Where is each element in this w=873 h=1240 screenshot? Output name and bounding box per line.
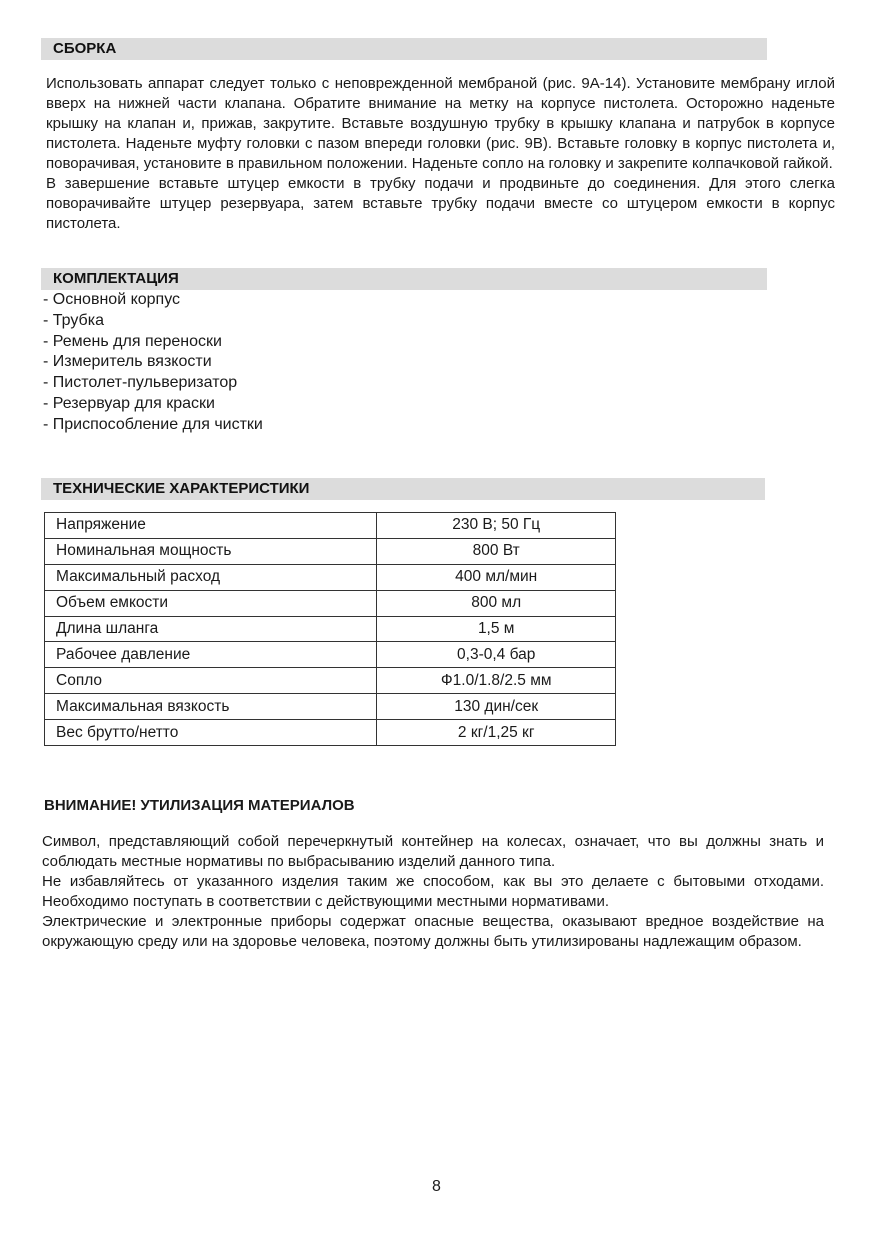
list-item: - Резервуар для краски bbox=[43, 394, 215, 412]
list-item: - Измеритель вязкости bbox=[43, 353, 212, 371]
spec-label: Напряжение bbox=[45, 513, 377, 539]
spec-label: Рабочее давление bbox=[45, 642, 377, 668]
spec-label: Номинальная мощность bbox=[45, 538, 377, 564]
assembly-paragraph: В завершение вставьте штуцер емкости в трубку подачи и продвиньте до соединения. Для этого слегка поворачивайте штуцер резервуара, затем вставьте трубку подачи вместе со штуцером емкости в корпус пистолета. bbox=[46, 175, 835, 232]
assembly-heading: СБОРКА bbox=[41, 38, 767, 60]
disposal-paragraph: Символ, представляющий собой перечеркнутый контейнер на колесах, означает, что вы должны знать и соблюдать местные нормативы по выбрасыванию изделий данного типа. bbox=[42, 833, 824, 870]
spec-value: 130 дин/сек bbox=[377, 694, 616, 720]
disposal-paragraph: Электрические и электронные приборы содержат опасные вещества, оказывают вредное воздействие на окружающую среду или на здоровье человека, поэтому должны быть утилизированы надлежащим образом. bbox=[42, 913, 824, 950]
package-list bbox=[43, 290, 263, 436]
table-row bbox=[45, 694, 616, 720]
spec-label: Максимальная вязкость bbox=[45, 694, 377, 720]
spec-value: 800 Вт bbox=[377, 538, 616, 564]
spec-value: 800 мл bbox=[377, 590, 616, 616]
table-row bbox=[45, 513, 616, 539]
table-row bbox=[45, 642, 616, 668]
table-row bbox=[45, 538, 616, 564]
spec-value: Ф1.0/1.8/2.5 мм bbox=[377, 668, 616, 694]
spec-label: Объем емкости bbox=[45, 590, 377, 616]
disposal-text bbox=[42, 832, 824, 952]
table-row bbox=[45, 564, 616, 590]
table-row bbox=[45, 720, 616, 746]
spec-label: Максимальный расход bbox=[45, 564, 377, 590]
list-item: - Трубка bbox=[43, 311, 104, 329]
list-item: - Основной корпус bbox=[43, 291, 181, 308]
disposal-heading: ВНИМАНИЕ! УТИЛИЗАЦИЯ МАТЕРИАЛОВ bbox=[44, 797, 355, 814]
page-number: 8 bbox=[432, 1178, 441, 1195]
spec-label: Вес брутто/нетто bbox=[45, 720, 377, 746]
specs-table bbox=[44, 512, 616, 746]
disposal-paragraph: Не избавляйтесь от указанного изделия таким же способом, как вы это делаете с бытовыми отходами. Необходимо поступать в соответствии с действующими местными нормативами. bbox=[42, 873, 824, 910]
package-heading: КОМПЛЕКТАЦИЯ bbox=[41, 268, 767, 290]
assembly-text bbox=[46, 74, 835, 234]
specs-heading: ТЕХНИЧЕСКИЕ ХАРАКТЕРИСТИКИ bbox=[41, 478, 765, 500]
table-row bbox=[45, 590, 616, 616]
spec-value: 1,5 м bbox=[377, 616, 616, 642]
spec-label: Сопло bbox=[45, 668, 377, 694]
spec-value: 2 кг/1,25 кг bbox=[377, 720, 616, 746]
list-item: - Приспособление для чистки bbox=[43, 415, 263, 433]
assembly-paragraph: Использовать аппарат следует только с неповрежденной мембраной (рис. 9А-14). Установите мембрану иглой вверх на нижней части клапана. Обратите внимание на метку на корпусе пистолета. Осторожно наденьте крышку на клапан и, прижав, закрутите. Вставьте воздушную трубку в крышку клапана и патрубок в корпусе пистолета. Наденьте муфту головки с пазом впереди головки (рис. 9В). Вставьте головку в корпус пистолета и, поворачивая, установите в правильном положении. Наденьте сопло на головку и закрепите колпачковой гайкой. bbox=[46, 75, 835, 172]
spec-value: 0,3-0,4 бар bbox=[377, 642, 616, 668]
list-item: - Ремень для переноски bbox=[43, 332, 222, 350]
list-item: - Пистолет-пульверизатор bbox=[43, 374, 238, 392]
table-row bbox=[45, 616, 616, 642]
spec-label: Длина шланга bbox=[45, 616, 377, 642]
spec-value: 400 мл/мин bbox=[377, 564, 616, 590]
spec-value: 230 В; 50 Гц bbox=[377, 513, 616, 539]
table-row bbox=[45, 668, 616, 694]
